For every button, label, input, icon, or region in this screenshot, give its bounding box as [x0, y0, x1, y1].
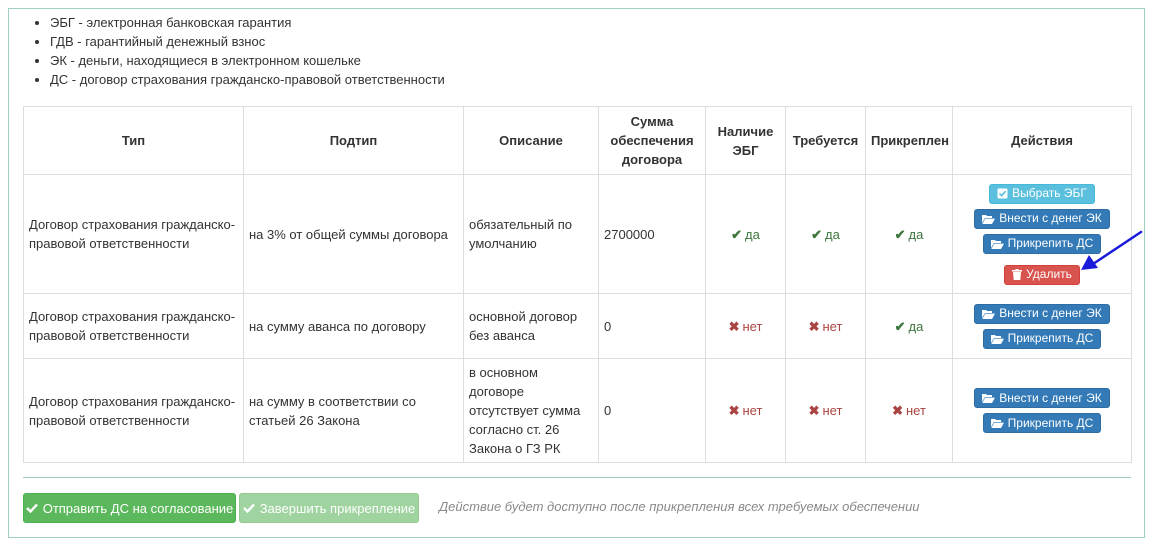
- check-icon: [243, 503, 255, 513]
- status-text: да: [825, 226, 840, 242]
- button-label: Внести с денег ЭК: [999, 306, 1102, 320]
- cell-amount: 2700000: [599, 175, 706, 294]
- cell-actions: [953, 359, 1132, 463]
- deposit-ek-button[interactable]: [974, 388, 1109, 408]
- button-label: Прикрепить ДС: [1007, 415, 1094, 430]
- table-row: [24, 359, 1132, 463]
- button-label: Внести с денег ЭК: [999, 390, 1102, 405]
- cell-amount: 0: [599, 294, 706, 359]
- button-label: Выбрать ЭБГ: [1012, 186, 1087, 200]
- check-icon: [26, 503, 38, 513]
- button-label: Отправить ДС на согласование: [42, 500, 234, 516]
- col-header-amount: Сумма обеспечения договора: [599, 107, 706, 175]
- checkbox-icon: [997, 188, 1008, 199]
- status-text: нет: [905, 403, 926, 418]
- select-ebg-button[interactable]: [989, 184, 1095, 204]
- attach-ds-button[interactable]: [983, 413, 1102, 433]
- cell-description: в основном договоре отсутствует сумма согласно ст. 26 Закона о ГЗ РК: [464, 359, 599, 463]
- folder-open-icon: [991, 239, 1004, 249]
- cell-required: [786, 294, 866, 359]
- cell-amount: 0: [599, 359, 706, 463]
- col-header-required: Требуется: [786, 107, 866, 175]
- trash-icon: [1012, 269, 1022, 280]
- status-text: нет: [822, 403, 843, 418]
- cell-subtype: на 3% от общей суммы договора: [244, 175, 464, 294]
- cell-subtype: на сумму в соответствии со статьей 26 Закона: [244, 359, 464, 463]
- folder-open-icon: [991, 418, 1004, 428]
- status-text: нет: [742, 318, 763, 334]
- cross-icon: ✖: [728, 318, 740, 334]
- check-icon: ✔: [894, 318, 906, 334]
- col-header-actions: Действия: [953, 107, 1132, 175]
- check-icon: ✔: [894, 226, 906, 242]
- cross-icon: ✖: [808, 403, 820, 418]
- deposit-ek-button[interactable]: [974, 209, 1109, 229]
- status-text: нет: [742, 403, 763, 418]
- button-label: Прикрепить ДС: [1007, 331, 1094, 345]
- table-row: [24, 175, 1132, 294]
- cell-actions: [953, 294, 1132, 359]
- deposit-ek-button[interactable]: [974, 304, 1109, 324]
- cell-attached: [866, 175, 953, 294]
- folder-open-icon: [982, 309, 995, 319]
- cell-type: Договор страхования гражданско-правовой ответственности: [24, 175, 244, 294]
- table-row: [24, 294, 1132, 359]
- status-text: нет: [822, 318, 843, 334]
- cell-ebg: [706, 359, 786, 463]
- legend-item: • ЭК - деньги, находящиеся в электронном кошельке: [50, 51, 445, 70]
- table-header-row: [24, 107, 1132, 175]
- col-header-type: Тип: [24, 107, 244, 175]
- legend-item: • ДС - договор страхования гражданско-правовой ответственности: [50, 70, 445, 89]
- finish-attachment-button[interactable]: [239, 493, 419, 523]
- button-label: Внести с денег ЭК: [999, 211, 1102, 225]
- legend-item: • ЭБГ - электронная банковская гарантия: [50, 13, 445, 32]
- annotation-arrow-icon: [1075, 228, 1145, 273]
- folder-open-icon: [991, 334, 1004, 344]
- cell-required: [786, 175, 866, 294]
- cell-subtype: на сумму аванса по договору: [244, 294, 464, 359]
- cell-description: обязательный по умолчанию: [464, 175, 599, 294]
- col-header-ebg: Наличие ЭБГ: [706, 107, 786, 175]
- folder-open-icon: [982, 214, 995, 224]
- button-label: Завершить прикрепление: [259, 500, 416, 516]
- status-text: да: [908, 226, 924, 242]
- availability-hint: Действие будет доступно после прикрепления всех требуемых обеспечении: [439, 499, 920, 514]
- check-icon: ✔: [731, 226, 743, 242]
- cell-type: Договор страхования гражданско-правовой ответственности: [24, 359, 244, 463]
- send-ds-for-approval-button[interactable]: [23, 493, 236, 523]
- cross-icon: ✖: [892, 403, 903, 418]
- status-text: да: [745, 226, 760, 242]
- button-label: Прикрепить ДС: [1007, 236, 1094, 250]
- cell-type: Договор страхования гражданско-правовой ответственности: [24, 294, 244, 359]
- cell-attached: [866, 359, 953, 463]
- delete-button[interactable]: [1004, 265, 1080, 285]
- cross-icon: ✖: [808, 318, 820, 334]
- attach-ds-button[interactable]: [983, 329, 1102, 349]
- cell-ebg: [706, 175, 786, 294]
- folder-open-icon: [982, 393, 995, 403]
- guarantee-table: [23, 106, 1132, 463]
- col-header-attached: Прикреплен: [866, 107, 953, 175]
- cell-attached: [866, 294, 953, 359]
- cell-description: основной договор без аванса: [464, 294, 599, 359]
- cell-required: [786, 359, 866, 463]
- check-icon: ✔: [811, 226, 823, 242]
- col-header-description: Описание: [464, 107, 599, 175]
- cross-icon: ✖: [728, 403, 740, 418]
- legend-item: • ГДВ - гарантийный денежный взнос: [50, 32, 445, 51]
- abbreviation-legend: [23, 13, 445, 89]
- col-header-subtype: Подтип: [244, 107, 464, 175]
- cell-ebg: [706, 294, 786, 359]
- button-label: Удалить: [1026, 267, 1072, 281]
- footer-divider: [23, 477, 1131, 478]
- status-text: да: [908, 318, 924, 334]
